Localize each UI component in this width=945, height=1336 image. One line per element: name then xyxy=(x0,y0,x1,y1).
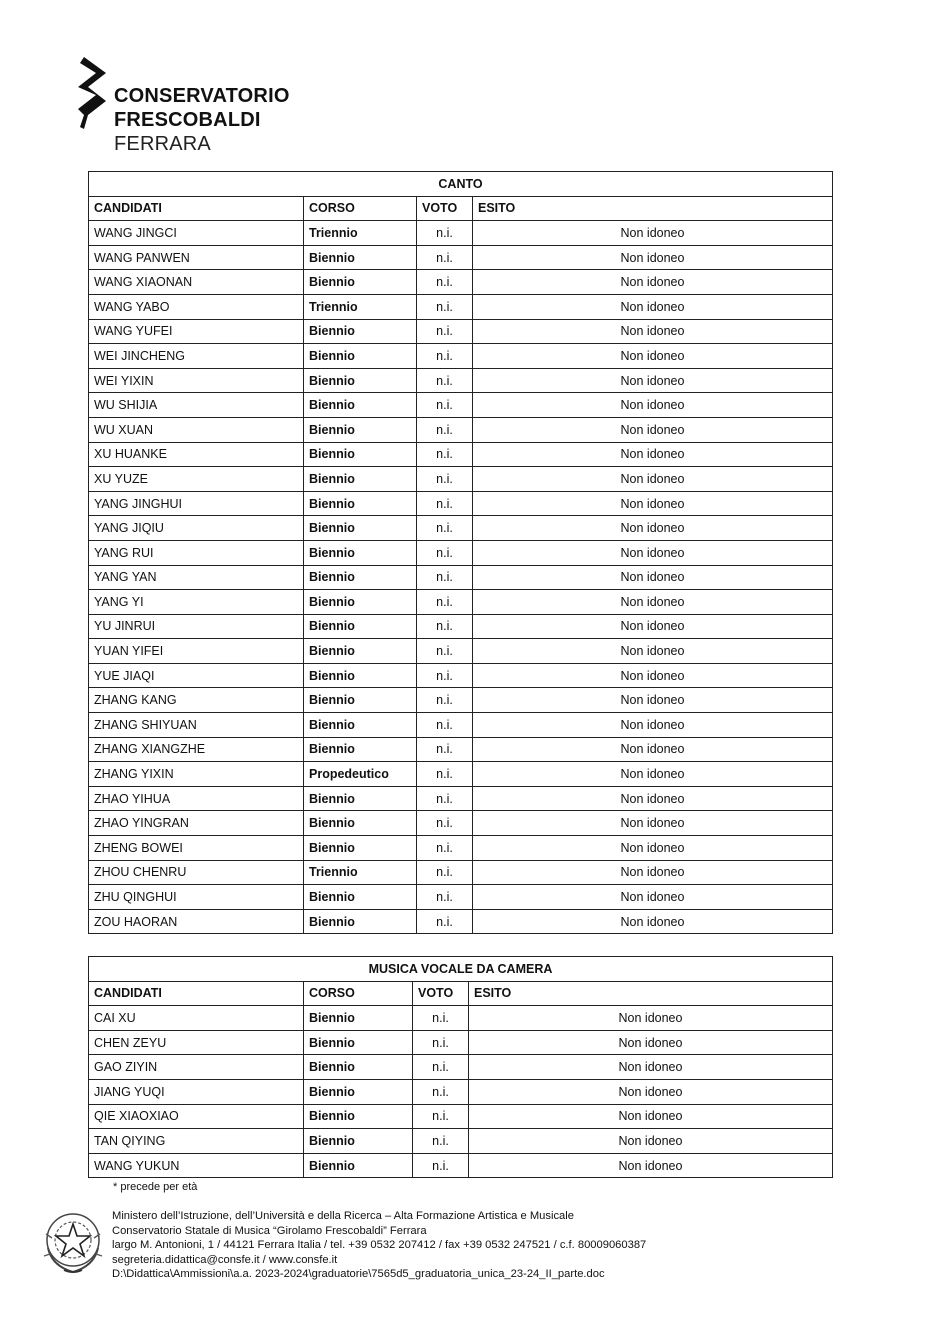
grade: n.i. xyxy=(417,860,473,885)
table-row xyxy=(89,713,833,738)
header-corso: CORSO xyxy=(304,981,413,1006)
outcome: Non idoneo xyxy=(469,1055,833,1080)
candidate-name: QIE XIAOXIAO xyxy=(89,1104,304,1129)
outcome: Non idoneo xyxy=(473,270,833,295)
header-corso: CORSO xyxy=(304,196,417,221)
candidate-name: ZOU HAORAN xyxy=(89,909,304,934)
grade: n.i. xyxy=(413,1153,469,1178)
candidate-name: YANG JIQIU xyxy=(89,516,304,541)
grade: n.i. xyxy=(417,245,473,270)
outcome: Non idoneo xyxy=(473,393,833,418)
outcome: Non idoneo xyxy=(473,467,833,492)
footer-institution: Conservatorio Statale di Musica “Girolamo Frescobaldi” Ferrara xyxy=(112,1224,427,1237)
table-row xyxy=(89,1055,833,1080)
grade: n.i. xyxy=(417,811,473,836)
canto-table xyxy=(88,171,833,934)
outcome: Non idoneo xyxy=(473,417,833,442)
grade: n.i. xyxy=(417,442,473,467)
grade: n.i. xyxy=(417,590,473,615)
outcome: Non idoneo xyxy=(469,1104,833,1129)
candidate-name: YANG RUI xyxy=(89,540,304,565)
grade: n.i. xyxy=(417,663,473,688)
musica-vocale-title: MUSICA VOCALE DA CAMERA xyxy=(89,957,833,982)
outcome: Non idoneo xyxy=(473,344,833,369)
table-row xyxy=(89,860,833,885)
musica-vocale-table xyxy=(88,956,833,1178)
canto-header-row xyxy=(89,196,833,221)
course: Biennio xyxy=(304,516,417,541)
grade: n.i. xyxy=(417,762,473,787)
candidate-name: ZHANG SHIYUAN xyxy=(89,713,304,738)
outcome: Non idoneo xyxy=(469,1129,833,1154)
outcome: Non idoneo xyxy=(473,860,833,885)
table-row xyxy=(89,442,833,467)
grade: n.i. xyxy=(417,319,473,344)
table-row xyxy=(89,737,833,762)
grade: n.i. xyxy=(417,516,473,541)
grade: n.i. xyxy=(413,1079,469,1104)
candidate-name: WEI JINCHENG xyxy=(89,344,304,369)
grade: n.i. xyxy=(413,1104,469,1129)
candidate-name: YANG YAN xyxy=(89,565,304,590)
course: Biennio xyxy=(304,639,417,664)
logo-mark-icon xyxy=(78,57,108,129)
candidate-name: CAI XU xyxy=(89,1006,304,1031)
grade: n.i. xyxy=(417,368,473,393)
italian-republic-emblem-icon xyxy=(42,1208,104,1276)
logo-line-3: FERRARA xyxy=(114,133,211,155)
grade: n.i. xyxy=(417,786,473,811)
outcome: Non idoneo xyxy=(473,294,833,319)
table-row xyxy=(89,1030,833,1055)
outcome: Non idoneo xyxy=(473,491,833,516)
grade: n.i. xyxy=(417,885,473,910)
candidate-name: ZHAO YIHUA xyxy=(89,786,304,811)
candidate-name: ZHOU CHENRU xyxy=(89,860,304,885)
footer-file-path: D:\Didattica\Ammissioni\a.a. 2023-2024\graduatorie\7565d5_graduatoria_unica_23-24_II_parte.doc xyxy=(112,1268,605,1280)
header-candidati: CANDIDATI xyxy=(89,981,304,1006)
table-row xyxy=(89,1129,833,1154)
logo-line-1: CONSERVATORIO xyxy=(114,85,290,107)
candidate-name: WANG PANWEN xyxy=(89,245,304,270)
table-row xyxy=(89,344,833,369)
course: Triennio xyxy=(304,221,417,246)
course: Biennio xyxy=(304,614,417,639)
candidate-name: YUAN YIFEI xyxy=(89,639,304,664)
musica-vocale-header-row xyxy=(89,981,833,1006)
candidate-name: JIANG YUQI xyxy=(89,1079,304,1104)
table-row xyxy=(89,393,833,418)
table-row xyxy=(89,368,833,393)
course: Biennio xyxy=(304,909,417,934)
footnote: * precede per età xyxy=(113,1181,198,1193)
candidate-name: WU SHIJIA xyxy=(89,393,304,418)
outcome: Non idoneo xyxy=(473,442,833,467)
grade: n.i. xyxy=(417,713,473,738)
conservatorio-logo xyxy=(78,57,318,157)
grade: n.i. xyxy=(417,565,473,590)
outcome: Non idoneo xyxy=(473,540,833,565)
outcome: Non idoneo xyxy=(473,639,833,664)
course: Biennio xyxy=(304,270,417,295)
course: Propedeutico xyxy=(304,762,417,787)
candidate-name: TAN QIYING xyxy=(89,1129,304,1154)
table-row xyxy=(89,663,833,688)
outcome: Non idoneo xyxy=(473,516,833,541)
candidate-name: ZHANG YIXIN xyxy=(89,762,304,787)
footer xyxy=(112,1209,646,1282)
table-row xyxy=(89,294,833,319)
candidate-name: ZHU QINGHUI xyxy=(89,885,304,910)
table-row xyxy=(89,639,833,664)
canto-title-row xyxy=(89,172,833,197)
outcome: Non idoneo xyxy=(469,1030,833,1055)
grade: n.i. xyxy=(413,1129,469,1154)
course: Biennio xyxy=(304,713,417,738)
outcome: Non idoneo xyxy=(473,663,833,688)
grade: n.i. xyxy=(417,467,473,492)
table-row xyxy=(89,688,833,713)
table-row xyxy=(89,762,833,787)
grade: n.i. xyxy=(417,639,473,664)
table-row xyxy=(89,565,833,590)
musica-vocale-rows xyxy=(89,1006,833,1178)
course: Biennio xyxy=(304,663,417,688)
course: Biennio xyxy=(304,368,417,393)
candidate-name: WANG YUFEI xyxy=(89,319,304,344)
candidate-name: CHEN ZEYU xyxy=(89,1030,304,1055)
course: Biennio xyxy=(304,540,417,565)
outcome: Non idoneo xyxy=(473,319,833,344)
candidate-name: WANG YUKUN xyxy=(89,1153,304,1178)
candidate-name: XU YUZE xyxy=(89,467,304,492)
header-esito: ESITO xyxy=(469,981,833,1006)
table-row xyxy=(89,811,833,836)
table-row xyxy=(89,467,833,492)
course: Biennio xyxy=(304,836,417,861)
candidate-name: WANG XIAONAN xyxy=(89,270,304,295)
header-voto: VOTO xyxy=(417,196,473,221)
table-row xyxy=(89,270,833,295)
course: Biennio xyxy=(304,1030,413,1055)
course: Biennio xyxy=(304,688,417,713)
course: Biennio xyxy=(304,786,417,811)
table-row xyxy=(89,885,833,910)
candidate-name: WU XUAN xyxy=(89,417,304,442)
outcome: Non idoneo xyxy=(473,565,833,590)
candidate-name: YUE JIAQI xyxy=(89,663,304,688)
course: Biennio xyxy=(304,885,417,910)
grade: n.i. xyxy=(413,1055,469,1080)
grade: n.i. xyxy=(417,270,473,295)
grade: n.i. xyxy=(417,836,473,861)
course: Biennio xyxy=(304,590,417,615)
musica-vocale-title-row xyxy=(89,957,833,982)
table-row xyxy=(89,417,833,442)
grade: n.i. xyxy=(417,614,473,639)
outcome: Non idoneo xyxy=(473,786,833,811)
canto-title: CANTO xyxy=(89,172,833,197)
grade: n.i. xyxy=(417,393,473,418)
course: Biennio xyxy=(304,491,417,516)
course: Triennio xyxy=(304,294,417,319)
table-row xyxy=(89,1153,833,1178)
table-row xyxy=(89,590,833,615)
candidate-name: ZHANG KANG xyxy=(89,688,304,713)
course: Biennio xyxy=(304,737,417,762)
logo-line-2: FRESCOBALDI xyxy=(114,109,261,131)
table-row xyxy=(89,909,833,934)
candidate-name: XU HUANKE xyxy=(89,442,304,467)
candidate-name: YANG JINGHUI xyxy=(89,491,304,516)
course: Triennio xyxy=(304,860,417,885)
candidate-name: WEI YIXIN xyxy=(89,368,304,393)
candidate-name: WANG JINGCI xyxy=(89,221,304,246)
outcome: Non idoneo xyxy=(469,1006,833,1031)
course: Biennio xyxy=(304,1006,413,1031)
header-esito: ESITO xyxy=(473,196,833,221)
candidate-name: ZHAO YINGRAN xyxy=(89,811,304,836)
outcome: Non idoneo xyxy=(473,688,833,713)
course: Biennio xyxy=(304,1104,413,1129)
outcome: Non idoneo xyxy=(473,762,833,787)
grade: n.i. xyxy=(417,417,473,442)
table-row xyxy=(89,1104,833,1129)
course: Biennio xyxy=(304,393,417,418)
footer-address: largo M. Antonioni, 1 / 44121 Ferrara Italia / tel. +39 0532 207412 / fax +39 0532 247521 / c.f. 80009060387 xyxy=(112,1239,647,1251)
course: Biennio xyxy=(304,344,417,369)
outcome: Non idoneo xyxy=(473,885,833,910)
table-row xyxy=(89,516,833,541)
grade: n.i. xyxy=(417,540,473,565)
footer-contacts: segreteria.didattica@consfe.it / www.consfe.it xyxy=(112,1253,338,1266)
course: Biennio xyxy=(304,442,417,467)
footer-ministry: Ministero dell’Istruzione, dell’Università e della Ricerca – Alta Formazione Artistica e Musicale xyxy=(112,1210,574,1222)
candidate-name: ZHENG BOWEI xyxy=(89,836,304,861)
outcome: Non idoneo xyxy=(473,221,833,246)
course: Biennio xyxy=(304,1129,413,1154)
table-row xyxy=(89,1079,833,1104)
course: Biennio xyxy=(304,245,417,270)
table-row xyxy=(89,221,833,246)
outcome: Non idoneo xyxy=(473,811,833,836)
header-voto: VOTO xyxy=(413,981,469,1006)
course: Biennio xyxy=(304,417,417,442)
candidate-name: GAO ZIYIN xyxy=(89,1055,304,1080)
grade: n.i. xyxy=(417,737,473,762)
logo-text xyxy=(114,84,290,156)
outcome: Non idoneo xyxy=(473,368,833,393)
table-row xyxy=(89,540,833,565)
outcome: Non idoneo xyxy=(469,1153,833,1178)
outcome: Non idoneo xyxy=(473,614,833,639)
table-row xyxy=(89,614,833,639)
course: Biennio xyxy=(304,467,417,492)
outcome: Non idoneo xyxy=(473,909,833,934)
course: Biennio xyxy=(304,1079,413,1104)
canto-rows xyxy=(89,221,833,934)
table-row xyxy=(89,245,833,270)
grade: n.i. xyxy=(417,909,473,934)
grade: n.i. xyxy=(417,688,473,713)
outcome: Non idoneo xyxy=(473,590,833,615)
outcome: Non idoneo xyxy=(473,713,833,738)
candidate-name: WANG YABO xyxy=(89,294,304,319)
grade: n.i. xyxy=(417,344,473,369)
grade: n.i. xyxy=(417,294,473,319)
outcome: Non idoneo xyxy=(473,245,833,270)
candidate-name: YU JINRUI xyxy=(89,614,304,639)
outcome: Non idoneo xyxy=(473,737,833,762)
grade: n.i. xyxy=(417,221,473,246)
outcome: Non idoneo xyxy=(469,1079,833,1104)
grade: n.i. xyxy=(417,491,473,516)
table-row xyxy=(89,491,833,516)
course: Biennio xyxy=(304,1055,413,1080)
table-row xyxy=(89,836,833,861)
course: Biennio xyxy=(304,319,417,344)
course: Biennio xyxy=(304,1153,413,1178)
header-candidati: CANDIDATI xyxy=(89,196,304,221)
course: Biennio xyxy=(304,565,417,590)
candidate-name: ZHANG XIANGZHE xyxy=(89,737,304,762)
table-row xyxy=(89,1006,833,1031)
grade: n.i. xyxy=(413,1030,469,1055)
candidate-name: YANG YI xyxy=(89,590,304,615)
table-row xyxy=(89,319,833,344)
table-row xyxy=(89,786,833,811)
grade: n.i. xyxy=(413,1006,469,1031)
course: Biennio xyxy=(304,811,417,836)
outcome: Non idoneo xyxy=(473,836,833,861)
